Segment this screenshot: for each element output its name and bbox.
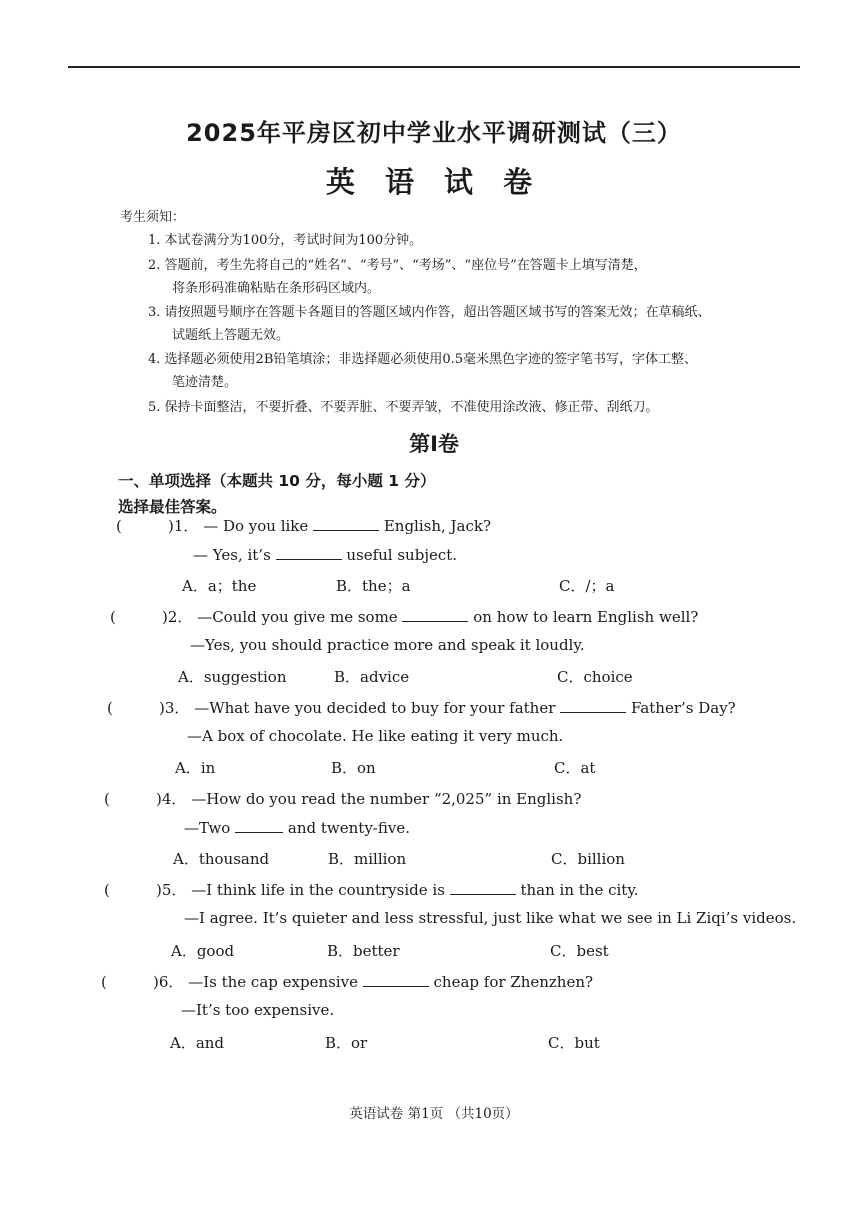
question-6-reply [181,1001,334,1019]
answer-blank [402,607,468,622]
option-b: B．million [328,850,407,868]
question-text: on how to learn English well? [473,608,699,626]
option-c: C．choice [557,668,633,686]
question-text: —I agree. It’s quieter and less stressful, just like what we see in Li Ziqi’s videos. [184,909,797,927]
answer-paren[interactable]: ( [116,517,122,535]
question-5 [104,879,639,900]
question-number: )4． [156,790,187,808]
top-rule [68,66,800,68]
option-b: B．on [331,759,376,777]
question-1 [116,515,491,536]
question-number: )6． [153,973,184,991]
question-4-reply [184,818,410,837]
question-text: and twenty-five. [287,819,410,837]
notice-text: 保持卡面整洁，不要折叠、不要弄脏、不要弄皱，不准使用涂改液、修正带、刮纸刀。 [164,400,659,415]
notice-num: 4. [148,352,161,367]
answer-paren[interactable]: ( [110,608,116,626]
notice-text: 本试卷满分为100分，考试时间为100分钟。 [164,233,423,248]
question-text: Father’s Day? [630,699,736,717]
option-a: A．good [171,942,235,960]
option-b: B．the；a [336,577,411,595]
question-text: —It’s too expensive. [181,1001,335,1019]
option-c: C．at [554,759,596,777]
answer-blank [363,972,429,987]
exam-title: 2025年平房区初中学业水平调研测试（三） [186,119,682,147]
question-6 [101,971,593,992]
option-a: A．and [170,1034,225,1052]
notice-text-cont: 将条形码准确粘贴在条形码区域内。 [172,281,381,296]
answer-paren[interactable]: ( [104,881,110,899]
question-text: —Two [184,819,231,837]
notice-heading: 考生须知： [120,210,186,225]
question-text: —Could you give me some [197,608,398,626]
question-2 [110,606,698,627]
notice-text: 答题前，考生先将自己的“姓名”、“考号”、“考场”、“座位号”在答题卡上填写清楚， [164,258,647,273]
notice-text-cont: 笔迹清楚。 [172,375,238,390]
option-a: A．suggestion [178,668,287,686]
option-c: C．/；a [559,577,615,595]
part-title: 一、单项选择（本题共 10 分，每小题 1 分） [118,472,436,490]
answer-blank [276,545,342,560]
question-number: )2． [162,608,193,626]
question-text: —Is the cap expensive [188,973,358,991]
answer-paren[interactable]: ( [101,973,107,991]
exam-subtitle: 英 语 试 卷 [325,165,543,199]
question-3 [107,697,736,718]
option-b: B．or [325,1034,368,1052]
question-text: —What have you decided to buy for your father [194,699,556,717]
question-text: English, Jack? [383,517,492,535]
option-a: A．thousand [173,850,270,868]
question-4 [104,788,581,809]
part-instruction: 选择最佳答案。 [118,498,227,516]
option-a: A．a；the [182,577,257,595]
notice-num: 1. [148,233,161,248]
question-3-reply [187,727,563,745]
question-text: than in the city. [520,881,639,899]
question-text: — Do you like [203,517,309,535]
option-c: C．billion [551,850,625,868]
answer-blank [235,818,283,833]
notice-text: 选择题必须使用2B铅笔填涂；非选择题必须使用0.5毫米黑色字迹的签字笔书写，字体工整、 [164,352,698,367]
question-number: )1． [168,517,199,535]
question-2-reply [190,636,585,654]
section-heading: 第Ⅰ卷 [409,432,459,456]
question-5-reply [184,909,796,927]
notice-num: 3. [148,305,161,320]
notice-item-1 [148,229,768,252]
notice-num: 2. [148,258,161,273]
question-number: )5． [156,881,187,899]
notice-item-5 [148,396,768,419]
question-text: —How do you read the number “2,025” in English? [191,790,582,808]
question-text: —I think life in the countryside is [191,881,445,899]
notice-item-3 [148,301,768,347]
question-text: —A box of chocolate. He like eating it very much. [187,727,564,745]
option-c: C．but [548,1034,600,1052]
notice-text-cont: 试题纸上答题无效。 [172,328,290,343]
question-text: — Yes, it’s [193,546,271,564]
answer-blank [313,516,379,531]
option-a: A．in [175,759,216,777]
notice-text: 请按照题号顺序在答题卡各题目的答题区域内作答，超出答题区域书写的答案无效；在草稿纸、 [164,305,711,320]
notice-item-4 [148,348,768,394]
option-b: B．better [327,942,400,960]
question-text: useful subject. [346,546,458,564]
question-text: —Yes, you should practice more and speak it loudly. [190,636,585,654]
notice-item-2 [148,254,768,300]
answer-paren[interactable]: ( [104,790,110,808]
answer-blank [450,880,516,895]
answer-paren[interactable]: ( [107,699,113,717]
option-c: C．best [550,942,609,960]
answer-blank [560,698,626,713]
page-footer: 英语试卷 第1页 （共10页） [349,1106,519,1122]
notice-num: 5. [148,400,161,415]
question-1-reply [193,545,457,564]
option-b: B．advice [334,668,410,686]
question-number: )3． [159,699,190,717]
question-text: cheap for Zhenzhen? [433,973,594,991]
